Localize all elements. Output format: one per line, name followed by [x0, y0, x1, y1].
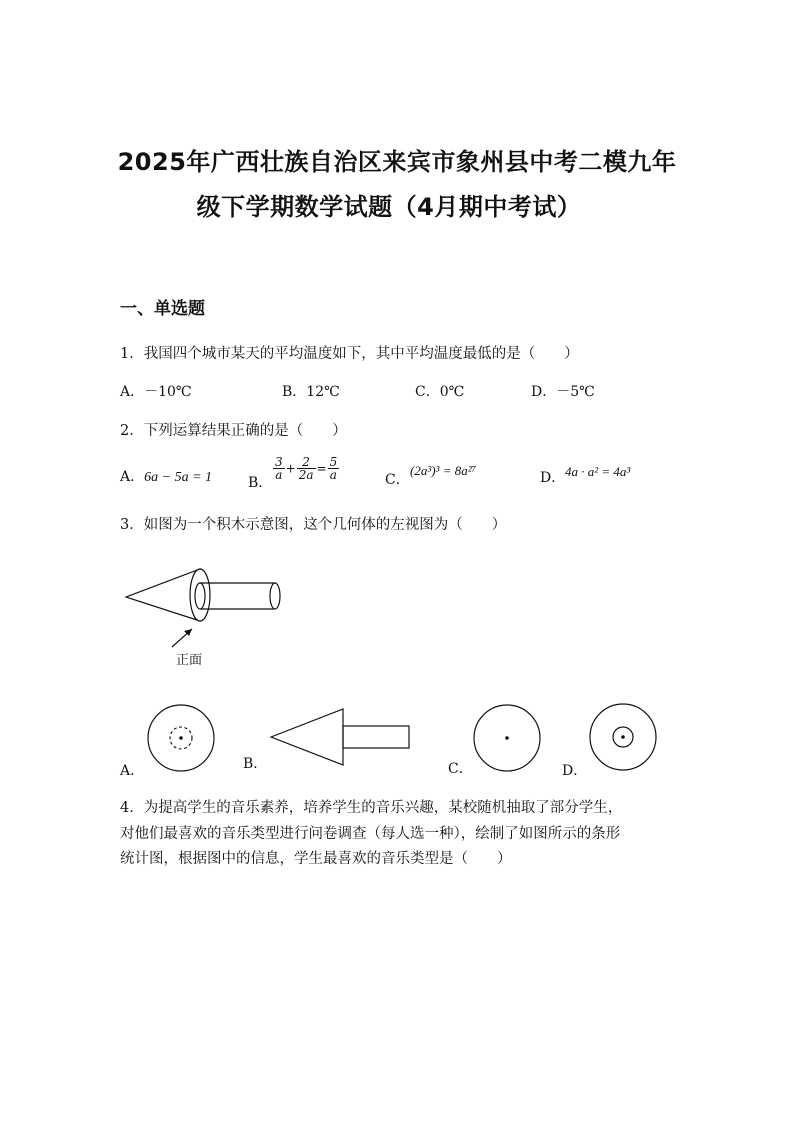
fraction-2-numerator: 2 — [297, 456, 316, 469]
equals-sign: = — [316, 461, 327, 476]
q2-option-a-label: A． — [120, 469, 145, 485]
cylinder-start — [195, 583, 205, 609]
q2-option-a-formula: 6a − 5a = 1 — [144, 470, 213, 485]
q2-option-d-label: D． — [540, 470, 566, 486]
cylinder-body — [200, 583, 275, 609]
q1-option-d: D．－5℃ — [531, 384, 595, 400]
q3-option-d-figure — [583, 700, 663, 780]
q3-option-a: A． — [120, 763, 145, 779]
q2-option-b-formula — [272, 456, 340, 481]
center-dot — [505, 736, 509, 740]
q2-option-a — [120, 466, 212, 486]
q1-option-c: C．0℃ — [415, 384, 465, 400]
plus-sign: + — [285, 461, 296, 476]
cylinder-end — [270, 583, 280, 609]
center-dot — [621, 735, 625, 739]
question-3-stem: 3．如图为一个积木示意图，这个几何体的左视图为（ ） — [120, 517, 507, 533]
title-line-1: 2025年广西壮族自治区来宾市象州县中考二模九年 — [117, 148, 677, 176]
q3-option-b-figure — [265, 705, 415, 775]
section-heading: 一、单选题 — [120, 299, 205, 319]
fraction-3 — [328, 456, 340, 481]
rectangle-shape — [343, 726, 409, 748]
triangle-shape — [271, 709, 343, 765]
q2-option-c-label: C． — [385, 472, 410, 488]
question-4-line-3: 统计图，根据图中的信息，学生最喜欢的音乐类型是（ ） — [120, 851, 512, 867]
q3-option-b: B． — [243, 756, 268, 772]
center-dot — [179, 736, 183, 740]
block-diagram — [120, 565, 320, 675]
fraction-2 — [297, 456, 316, 481]
q2-option-d-formula: 4a · a² = 4a³ — [565, 464, 631, 479]
q3-option-a-figure — [142, 700, 222, 780]
q3-option-c: C． — [448, 761, 473, 777]
fraction-3-numerator: 5 — [329, 455, 338, 469]
fraction-2-denominator: 2a — [298, 468, 314, 482]
q1-option-a: A．－10℃ — [120, 384, 192, 400]
fraction-1-numerator: 3 — [275, 455, 283, 469]
q3-option-d: D． — [562, 763, 588, 779]
q2-option-b-label: B． — [248, 475, 273, 491]
question-1-stem: 1．我国四个城市某天的平均温度如下，其中平均温度最低的是（ ） — [120, 346, 579, 362]
question-4-line-2: 对他们最喜欢的音乐类型进行问卷调查（每人选一种），绘制了如图所示的条形 — [120, 826, 621, 842]
q3-option-c-figure — [467, 700, 547, 780]
front-label: 正面 — [176, 653, 203, 668]
title-line-2: 级下学期数学试题（4月期中考试） — [196, 193, 582, 221]
fraction-3-denominator: a — [329, 468, 337, 482]
q1-option-b: B．12℃ — [282, 384, 340, 400]
fraction-1-denominator: a — [275, 468, 283, 482]
question-4-line-1: 4．为提高学生的音乐素养，培养学生的音乐兴趣，某校随机抽取了部分学生， — [120, 800, 623, 816]
q2-option-c-formula: (2a³)³ = 8a²⁷ — [410, 463, 477, 478]
fraction-1 — [273, 456, 285, 481]
question-2-stem: 2．下列运算结果正确的是（ ） — [120, 423, 347, 439]
cone-shape — [126, 569, 200, 621]
